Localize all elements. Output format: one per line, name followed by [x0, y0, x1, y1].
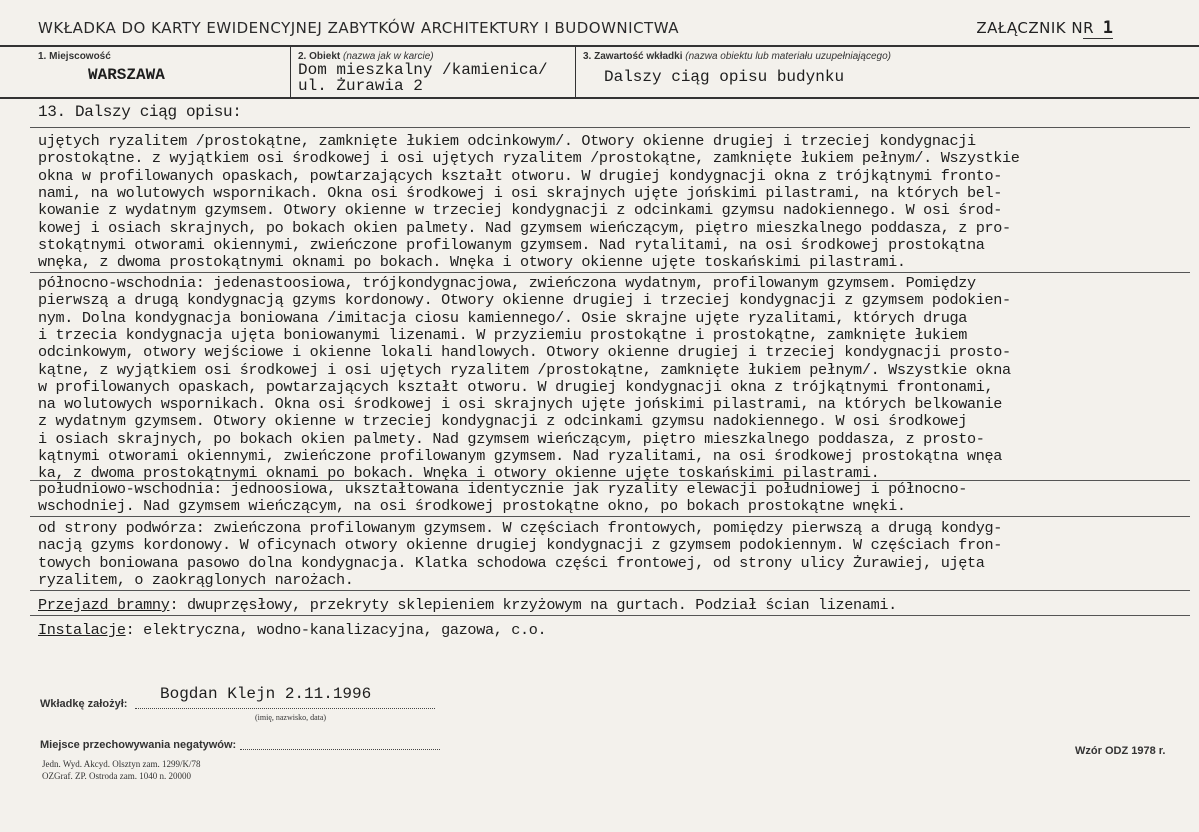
negatives-dotline	[240, 749, 440, 750]
object-value-line1: Dom mieszkalny /kamienica/	[298, 61, 548, 79]
paragraph-rule	[30, 516, 1190, 517]
text-line: wschodniej. Nad gzymsem wieńczącym, na osi środkowej prostokątne okno, po bokach prostokątne wnęki.	[38, 497, 906, 516]
text-line: ryzalitem, o zaokrąglonych narożach.	[38, 570, 354, 589]
attachment-number-line	[1083, 38, 1113, 39]
card-title: WKŁADKA DO KARTY EWIDENCYJNEJ ZABYTKÓW ARCHITEKTURY I BUDOWNICTWA	[38, 19, 679, 37]
author-label: Wkładkę założył:	[40, 698, 128, 710]
card-header	[0, 0, 1199, 47]
text-line: kowej i osiach skrajnych, po bokach okien palmety. Nad gzymsem wieńczącym, piętro mieszkalnego poddasza, z pro-	[38, 218, 1011, 237]
passage-text: : dwuprzęsłowy, przekryty sklepieniem krzyżowym na gurtach. Podział ścian lizenami.	[169, 596, 897, 614]
text-line: i trzecia kondygnacja ujęta boniowanymi lizenami. W przyziemiu prostokątne i prostokątne, zamknięte łukiem	[38, 325, 967, 344]
text-line: stokątnymi otworami okiennymi, zwieńczone profilowanym gzymsem. Nad rytalitami, na osi środkowej prostokątna	[38, 235, 985, 254]
text-line: nym. Dolna kondygnacja boniowana /imitacja ciosu kamiennego/. Osie skrajne ujęte ryzalitami, których druga	[38, 308, 967, 327]
content-label: 3. Zawartość wkładki (nazwa obiektu lub materiału uzupełniającego)	[583, 51, 891, 62]
object-value-line2: ul. Żurawia 2	[298, 77, 423, 95]
text-line: ujętych ryzalitem /prostokątne, zamknięte łukiem odcinkowym/. Otwory okienne drugiej i trzeciej kondygnacji	[38, 132, 976, 150]
locality-value: WARSZAWA	[88, 66, 165, 84]
object-label: 2. Obiekt (nazwa jak w karcie)	[298, 51, 434, 62]
content-value: Dalszy ciąg opisu budynku	[604, 68, 845, 86]
text-line: nami, na wolutowych wspornikach. Okna osi środkowej i osi skrajnych ujęte jońskimi pilastrami, na których bel-	[38, 183, 1003, 202]
passage-line	[38, 597, 897, 614]
text-line: północno-wschodnia: jedenastoosiowa, trójkondygnacjowa, zwieńczona wydatnym, profilowanym gzymsem. Pomiędzy	[38, 274, 976, 292]
text-line: kowanie z wydatnym gzymsem. Otwory okienne w trzeciej kondygnacji z odcinkami gzymsu nadokiennego. W osi środ-	[38, 201, 1003, 220]
form-code: Wzór ODZ 1978 r.	[1075, 745, 1166, 757]
text-line: z wydatnym gzymsem. Otwory okienne w trzeciej kondygnacji z odcinkami gzymsu nadokiennego. W osi środkowej	[38, 412, 967, 431]
print-info-2: OZGraf. ZP. Ostroda zam. 1040 n. 20000	[42, 771, 191, 781]
field-divider	[575, 45, 576, 97]
author-hint: (imię, nazwisko, data)	[255, 713, 327, 722]
section-title: 13. Dalszy ciąg opisu:	[38, 103, 242, 121]
field-divider	[290, 45, 291, 97]
passage-label: Przejazd bramny	[38, 596, 170, 614]
author-value: Bogdan Klejn 2.11.1996	[160, 685, 372, 703]
text-line: na wolutowych wspornikach. Okna osi środkowej i osi skrajnych ujęte jońskimi pilastrami, na których belkowanie	[38, 395, 1003, 414]
installations-label: Instalacje	[38, 621, 126, 639]
text-line: w profilowanych opaskach, powtarzających kształt otworu. W drugiej kondygnacji okna z trójkątnymi frontonami,	[38, 377, 994, 396]
section-rule	[30, 127, 1190, 128]
negatives-label: Miejsce przechowywania negatywów:	[40, 739, 237, 751]
installations-text: : elektryczna, wodno-kanalizacyjna, gazowa, c.o.	[125, 621, 547, 639]
attachment-label: ZAŁĄCZNIK NR	[976, 19, 1094, 37]
text-line: towych boniowana pasowo dolna kondygnacja. Klatka schodowa części frontowej, od strony ulicy Żurawiej, ujęta	[38, 553, 985, 572]
text-line: prostokątne. z wyjątkiem osi środkowej i osi ujętych ryzalitem /prostokątne, zamknięte łukiem pełnym/. Wszystkie	[38, 149, 1020, 168]
installations-line	[38, 622, 546, 639]
author-dotline	[135, 708, 435, 709]
text-line: od strony podwórza: zwieńczona profilowanym gzymsem. W częściach frontowych, pomiędzy pierwszą a drugą kondyg-	[38, 519, 1003, 537]
paragraph-rule	[30, 272, 1190, 273]
text-line: nacją gzyms kordonowy. W oficynach otwory okienne drugiej kondygnacji z gzymsem podokiennym. W częściach fron-	[38, 536, 1003, 555]
text-line: ka, z dwoma prostokątnymi oknami po bokach. Wnęka i otwory okienne ujęte toskańskimi pilastrami.	[38, 464, 880, 483]
text-line: południowo-wschodnia: jednoosiowa, ukształtowana identycznie jak ryzality elewacji południowej i północno-	[38, 480, 967, 498]
paragraph-rule	[30, 615, 1190, 616]
print-info-1: Jedn. Wyd. Akcyd. Olsztyn zam. 1299/K/78	[42, 759, 201, 769]
paragraph-rule	[30, 590, 1190, 591]
text-line: i osiach skrajnych, po bokach okien palmety. Nad gzymsem wieńczącym, piętro mieszkalnego poddasza, z prosto-	[38, 429, 985, 448]
attachment-number: 1	[1102, 18, 1113, 38]
text-line: okna w profilowanych opaskach, powtarzających kształt otworu. W drugiej kondygnacji okna z trójkątnymi fronto-	[38, 166, 1003, 185]
text-line: pierwszą a drugą kondygnacją gzyms kordonowy. Otwory okienne drugiej i trzeciej kondygnacji z gzymsem podokien-	[38, 291, 1011, 310]
text-line: kątne, z wyjątkiem osi środkowej i osi ujętych ryzalitem /prostokątne, zamknięte łukiem pełnym/. Wszystkie okna	[38, 360, 1011, 379]
text-line: kątnymi otworami okiennymi, zwieńczone profilowanym gzymsem. Nad ryzalitami, na osi środkowej prostokątna wnęa	[38, 447, 1003, 465]
locality-label: 1. Miejscowość	[38, 51, 111, 62]
text-line: odcinkowym, otwory wejściowe i okienne lokali handlowych. Otwory okienne drugiej i trzeciej kondygnacji prosto-	[38, 343, 1011, 362]
header-fields	[0, 45, 1199, 99]
text-line: wnęka, z dwoma prostokątnymi oknami po bokach. Wnęka i otwory okienne ujęte toskańskimi pilastrami.	[38, 253, 906, 272]
